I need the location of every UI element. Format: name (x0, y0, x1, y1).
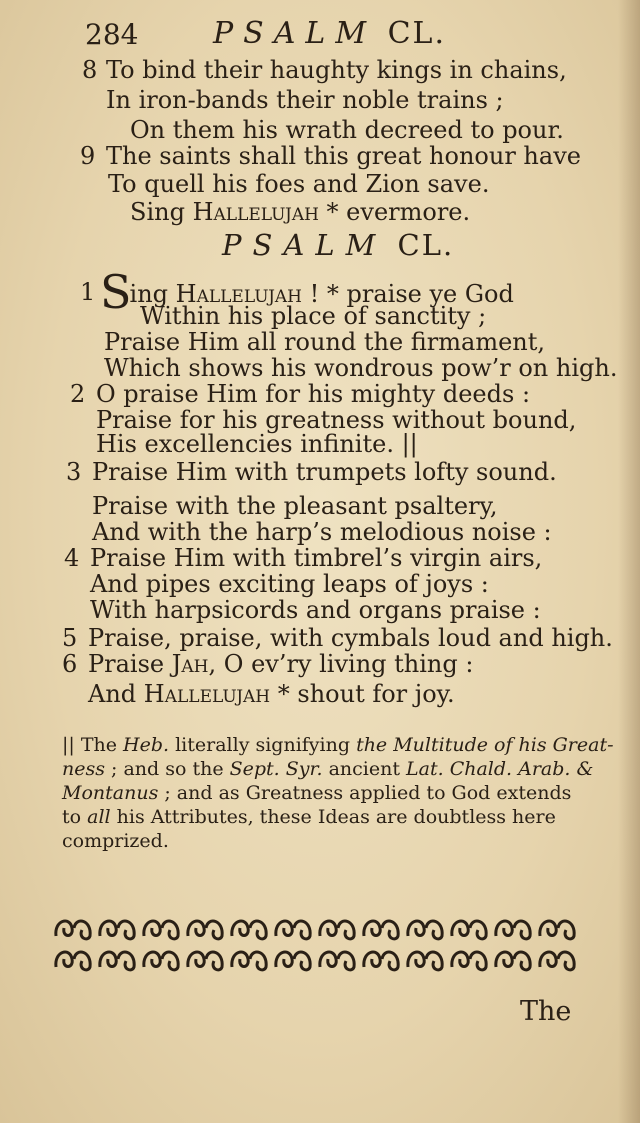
ornament-unit (408, 952, 442, 970)
ornament-unit (232, 921, 266, 939)
verse-9-line-2: To quell his foes and Zion save. (108, 170, 490, 198)
closing-line (130, 198, 470, 226)
verse-8-line-2: In iron-bands their noble trains ; (106, 86, 504, 114)
footnote-line-4 (62, 805, 586, 829)
v6-l2-pre: And (88, 680, 144, 708)
fn-italic: all (87, 806, 111, 828)
ornament-unit (496, 952, 530, 970)
v1-l1-hallelujah: Hallelujah (175, 280, 302, 308)
verse-number-1: 1 (80, 278, 96, 306)
ornament-unit (364, 952, 398, 970)
ornament-unit (276, 952, 310, 970)
ornament-unit (452, 921, 486, 939)
ornament-unit (320, 921, 354, 939)
running-head-italic: PSALM (213, 16, 377, 51)
ornament-unit (496, 921, 530, 939)
ornament-unit (540, 921, 574, 939)
catchword: The (520, 996, 572, 1027)
fn-text: to (62, 806, 88, 828)
fn-italic: Lat. Chald. Arab. & (406, 758, 594, 780)
page-gutter-shadow (618, 0, 640, 1123)
verse-5-line-1: Praise, praise, with cymbals loud and high. (88, 624, 613, 652)
ornament-unit (540, 952, 574, 970)
v6-jah: Jah (171, 650, 209, 678)
closing-pre: Sing (130, 198, 193, 226)
v1-l1-rest: ing (129, 280, 176, 308)
ornament-unit (56, 921, 90, 939)
verse-1-line-4: Which shows his wondrous pow’r on high. (104, 354, 618, 382)
running-head (213, 16, 446, 51)
verse-number-8: 8 (82, 56, 98, 84)
ornament-unit (144, 921, 178, 939)
fn-italic: ness (62, 758, 105, 780)
verse-4-line-2: And pipes exciting leaps of joys : (90, 570, 489, 598)
footnote (62, 733, 614, 853)
fn-italic: Montanus (62, 782, 159, 804)
verse-3-line-3: And with the harp’s melodious noise : (92, 518, 552, 546)
verse-2-line-3: His excellencies infinite. || (96, 430, 418, 458)
ornament-unit (276, 921, 310, 939)
footnote-line-3 (62, 781, 586, 805)
verse-1-line-2: Within his place of sanctity ; (140, 302, 487, 330)
psalm-heading-italic: PSALM (222, 228, 387, 262)
ornament-unit (100, 952, 134, 970)
ornament-unit (452, 952, 486, 970)
footnote-line-2 (62, 757, 594, 781)
ornament-unit (320, 952, 354, 970)
verse-number-6: 6 (62, 650, 78, 678)
running-head-roman: CL. (387, 16, 447, 51)
verse-6-line-2 (88, 680, 455, 708)
verse-number-9: 9 (80, 142, 96, 170)
closing-post: * evermore. (318, 198, 471, 226)
verse-4-line-1: Praise Him with timbrel’s virgin airs, (90, 544, 543, 572)
fn-text: ancient (322, 758, 407, 780)
verse-2-line-1: O praise Him for his mighty deeds : (96, 380, 531, 408)
ornament-unit (232, 952, 266, 970)
psalm-heading-roman: CL. (397, 228, 455, 262)
verse-8-line-3: On them his wrath decreed to pour. (130, 116, 564, 144)
verse-number-4: 4 (64, 544, 80, 572)
fn-text: literally signifying (169, 734, 357, 756)
ornament-unit (188, 921, 222, 939)
v6-l1-pre: Praise (88, 650, 172, 678)
psalm-heading (222, 228, 454, 262)
ornament-unit (364, 921, 398, 939)
v6-l2-post: * shout for joy. (270, 680, 455, 708)
verse-2-line-2: Praise for his greatness without bound, (96, 406, 577, 434)
fn-text: ; and so the (104, 758, 230, 780)
ornament-unit (408, 921, 442, 939)
verse-3-line-1: Praise Him with trumpets lofty sound. (92, 458, 557, 486)
footnote-line-5: comprized. (62, 830, 169, 852)
fn-text: || The (62, 734, 124, 756)
verse-3-line-2: Praise with the pleasant psaltery, (92, 492, 498, 520)
v6-hallelujah: Hallelujah (143, 680, 271, 708)
ornament-unit (56, 952, 90, 970)
drop-cap: S (100, 265, 132, 319)
page-number: 284 (85, 18, 139, 51)
fn-italic: Sept. Syr. (229, 758, 323, 780)
footnote-line-1 (62, 733, 614, 757)
v6-l1-post: , O ev’ry living thing : (208, 650, 474, 678)
fn-italic: Heb. (123, 734, 170, 756)
verse-number-3: 3 (66, 458, 82, 486)
fn-text: ; and as Greatness applied to God extends (158, 782, 572, 804)
fn-italic: the Multitude of his Great- (356, 734, 614, 756)
verse-4-line-3: With harpsicords and organs praise : (90, 596, 541, 624)
verse-1-line-3: Praise Him all round the firmament, (104, 328, 546, 356)
page-header (85, 14, 565, 54)
ornament-unit (188, 952, 222, 970)
ornament-unit (144, 952, 178, 970)
verse-6-line-1 (88, 650, 473, 678)
closing-hallelujah: Hallelujah (192, 198, 319, 226)
verse-number-2: 2 (70, 380, 86, 408)
verse-number-5: 5 (62, 624, 78, 652)
v1-l1-post: ! * praise ye God (301, 280, 514, 308)
verse-9-line-1: The saints shall this great honour have (106, 142, 581, 170)
ornament-unit (100, 921, 134, 939)
ornament-border (50, 912, 578, 974)
fn-text: his Attributes, these Ideas are doubtless here (110, 806, 556, 828)
verse-8-line-1: To bind their haughty kings in chains, (106, 56, 567, 84)
